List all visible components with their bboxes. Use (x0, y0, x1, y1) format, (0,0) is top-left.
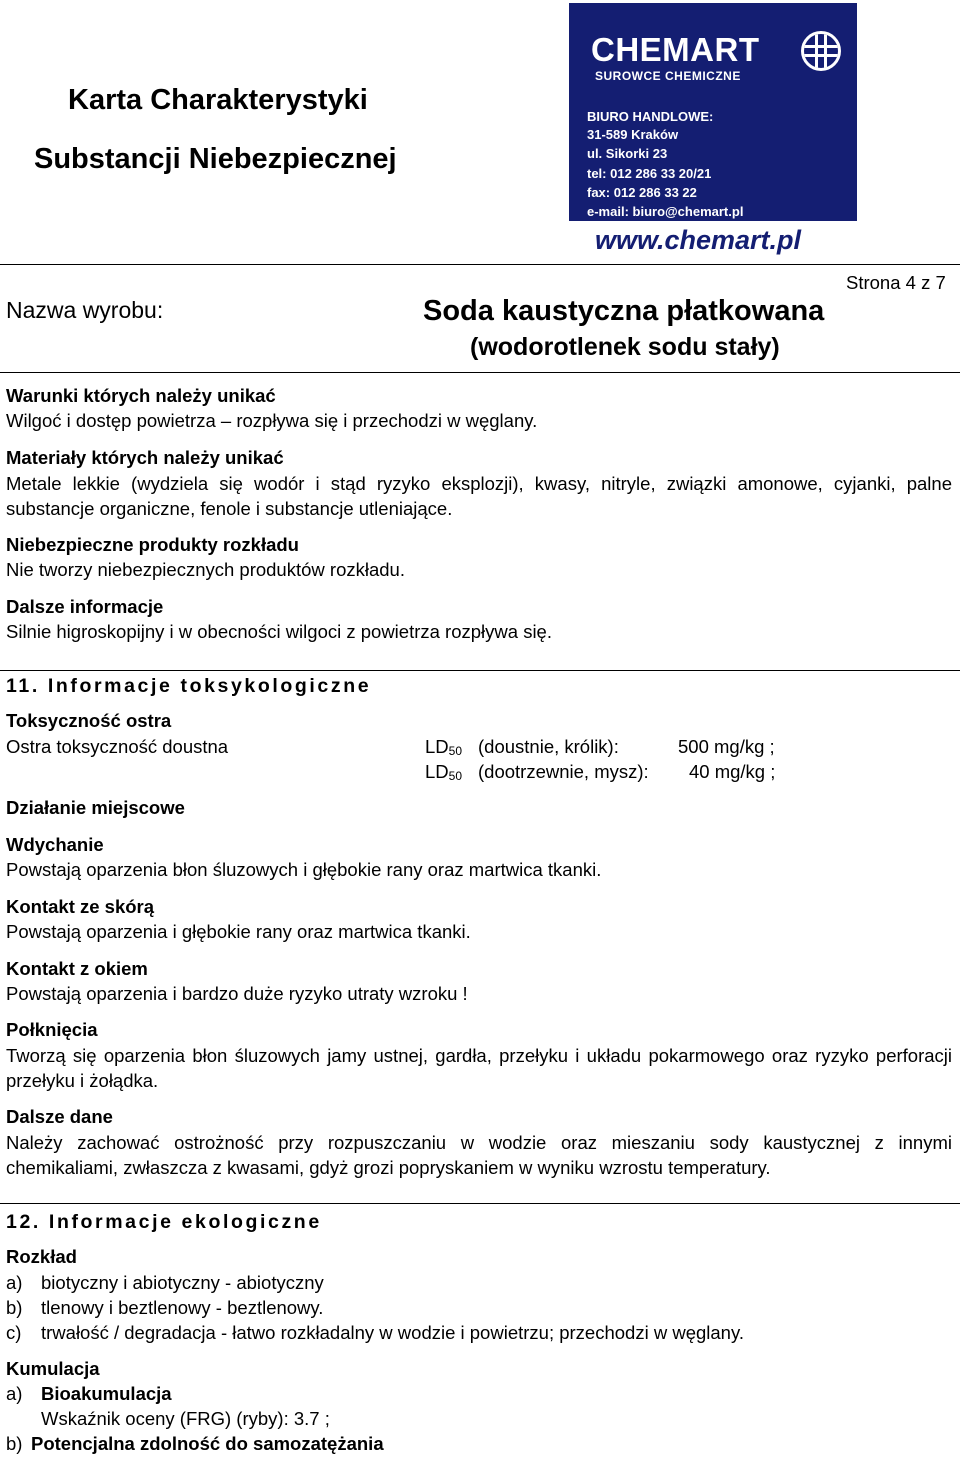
ld-prefix: LD (425, 736, 449, 757)
product-rule (0, 372, 960, 373)
further-info-text: Silnie higroskopijny i w obecności wilgoci z powietrza rozpływa się. (6, 621, 552, 642)
product-label: Nazwa wyrobu: (6, 297, 164, 323)
ld50-ip-desc: (dootrzewnie, mysz): (478, 761, 649, 782)
logo-brand: CHEMART (591, 31, 760, 68)
avoid-materials-text: Metale lekkie (wydziela się wodór i stąd ryzyko eksplozji), kwasy, nitryle, związki amonowe, cyjanki, palne substancje organiczne, fenole i substancje utleniające. (6, 473, 952, 519)
inhalation-heading: Wdychanie (6, 834, 104, 855)
ld50-oral-desc: (doustnie, królik): (478, 736, 619, 757)
avoid-conditions-text: Wilgoć i dostęp powietrza – rozpływa się i przechodzi w węglany. (6, 410, 538, 431)
document-title: Karta Charakterystyki (68, 84, 368, 116)
list-item: trwałość / degradacja - łatwo rozkładalny w wodzie i powietrzu; przechodzi w węglany. (41, 1322, 744, 1343)
header-rule (0, 264, 960, 265)
list-item-marker: b) (6, 1297, 23, 1318)
eye-contact-heading: Kontakt z okiem (6, 958, 148, 979)
decomposition-heading: Niebezpieczne produkty rozkładu (6, 534, 299, 555)
ld-subscript: 50 (448, 769, 463, 783)
section12-rule (0, 1203, 960, 1204)
avoid-conditions-heading: Warunki których należy unikać (6, 385, 276, 406)
section12-title: 12. Informacje ekologiczne (6, 1211, 322, 1233)
document-subtitle: Substancji Niebezpiecznej (34, 143, 397, 175)
skin-contact-heading: Kontakt ze skórą (6, 896, 155, 917)
logo-tel: tel: 012 286 33 20/21 (587, 166, 712, 181)
logo-city: 31-589 Kraków (587, 127, 679, 142)
accumulation-heading: Kumulacja (6, 1358, 100, 1379)
decomposition-text: Nie tworzy niebezpiecznych produktów rozkładu. (6, 559, 405, 580)
product-name: Soda kaustyczna płatkowana (423, 295, 825, 327)
logo-brand-sub: SUROWCE CHEMICZNE (595, 69, 741, 83)
more-data-text: Należy zachować ostrożność przy rozpuszczaniu w wodzie oraz mieszaniu sody kaustycznej z innymi chemikaliami, zwłaszcza z kwasami, gdyż grozi popryskaniem w wyniku wzrostu temperatury. (6, 1132, 952, 1178)
inhalation-text: Powstają oparzenia błon śluzowych i głębokie rany oraz martwica tkanki. (6, 859, 602, 880)
ingestion-text: Tworzą się oparzenia błon śluzowych jamy ustnej, gardła, przełyku i układu pokarmowego oraz ryzyko perforacji przełyku i żołądka. (6, 1045, 952, 1091)
list-item-marker: a) (6, 1272, 23, 1293)
logo-street: ul. Sikorki 23 (587, 146, 668, 161)
logo-website: www.chemart.pl (595, 225, 802, 255)
ld50-ip-mouse (425, 763, 462, 782)
page-number: Strona 4 z 7 (846, 272, 946, 293)
ingestion-heading: Połknięcia (6, 1019, 98, 1040)
potential-marker: b) (6, 1433, 23, 1454)
logo-fax: fax: 012 286 33 22 (587, 185, 697, 200)
company-logo (569, 3, 857, 259)
bioaccumulation-heading: Bioakumulacja (41, 1383, 172, 1404)
skin-contact-text: Powstają oparzenia i głębokie rany oraz martwica tkanki. (6, 921, 471, 942)
section11-title: 11. Informacje toksykologiczne (6, 675, 372, 697)
avoid-materials-heading: Materiały których należy unikać (6, 447, 284, 468)
ld50-ip-value: 40 mg/kg ; (689, 761, 776, 782)
self-concentration-heading: Potencjalna zdolność do samozatężania (31, 1433, 384, 1454)
bioaccumulation-text: Wskaźnik oceny (FRG) (ryby): 3.7 ; (41, 1408, 330, 1429)
further-info-heading: Dalsze informacje (6, 596, 164, 617)
globe-icon (801, 31, 841, 71)
logo-office: BIURO HANDLOWE: (587, 109, 714, 124)
product-subname: (wodorotlenek sodu stały) (470, 333, 780, 361)
ld50-oral-rabbit (425, 738, 462, 757)
ld-subscript: 50 (448, 744, 463, 758)
decomposition-eco-heading: Rozkład (6, 1246, 77, 1267)
section11-rule (0, 670, 960, 671)
eye-contact-text: Powstają oparzenia i bardzo duże ryzyko utraty wzroku ! (6, 983, 468, 1004)
logo-email: e-mail: biuro@chemart.pl (587, 204, 744, 219)
acute-toxicity-heading: Toksyczność ostra (6, 710, 172, 731)
bioaccumulation-marker: a) (6, 1383, 23, 1404)
local-effects-heading: Działanie miejscowe (6, 797, 185, 818)
ld-prefix: LD (425, 761, 449, 782)
list-item: biotyczny i abiotyczny - abiotyczny (41, 1272, 324, 1293)
ld50-oral-value: 500 mg/kg ; (678, 736, 775, 757)
list-item-marker: c) (6, 1322, 22, 1343)
more-data-heading: Dalsze dane (6, 1106, 113, 1127)
list-item: tlenowy i beztlenowy - beztlenowy. (41, 1297, 324, 1318)
oral-toxicity-label: Ostra toksyczność doustna (6, 736, 229, 757)
